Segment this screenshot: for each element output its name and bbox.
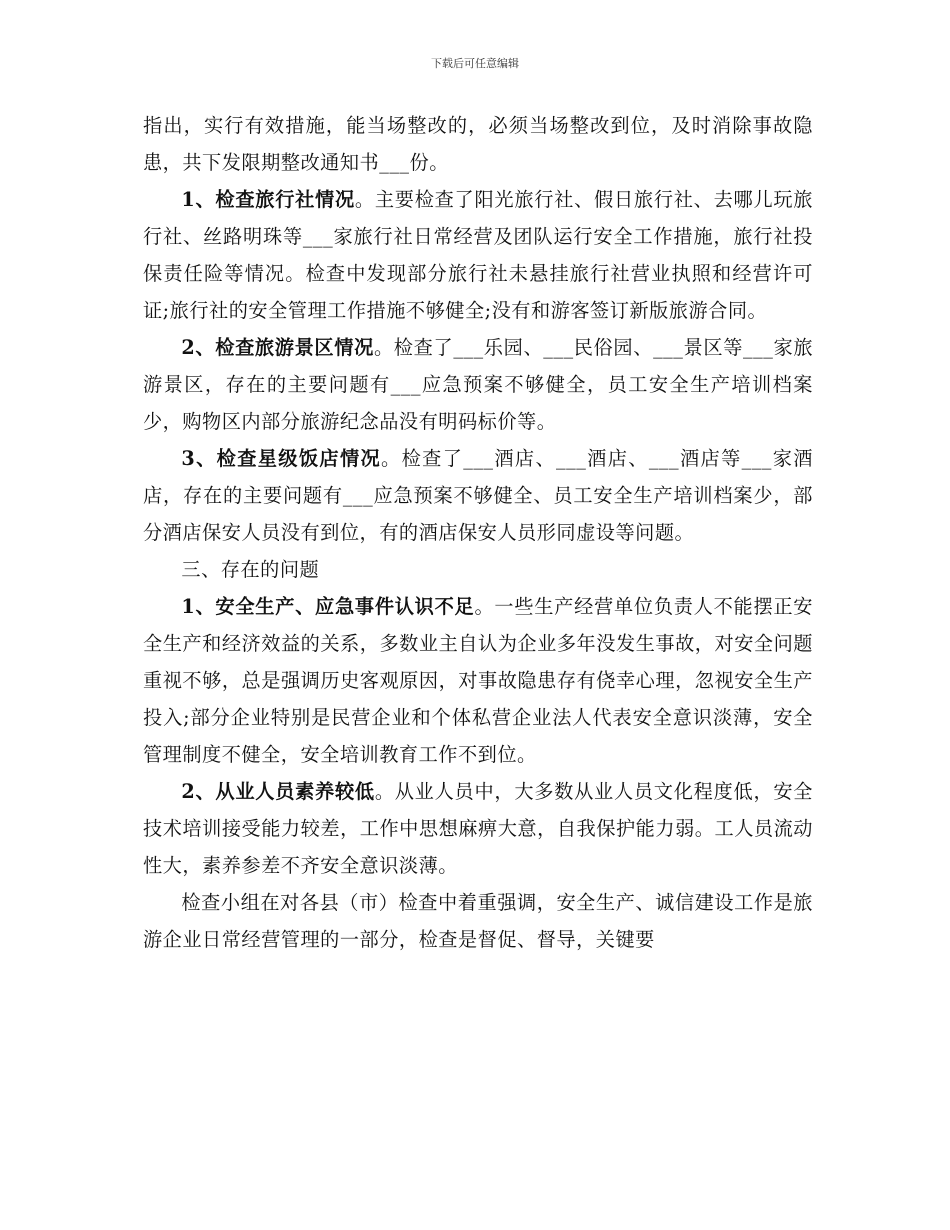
paragraph-awareness-issue <box>143 588 813 773</box>
paragraph-text: 。检查了___乐园、___民俗园、___景区等___家旅游景区，存在的主要问题有___应急预案不够健全，员工安全生产培训档案少，购物区内部分旅游纪念品没有明码标价等。 <box>143 336 814 433</box>
paragraph-lead: 1、安全生产、应急事件认识不足 <box>181 595 475 618</box>
paragraph-lead: 2、检查旅游景区情况 <box>181 336 374 359</box>
paragraph-staff-quality-issue <box>143 773 813 884</box>
section-heading-problems <box>143 551 813 588</box>
paragraph-lead: 3、检查星级饭店情况 <box>181 447 382 470</box>
paragraph-continuation <box>143 107 813 181</box>
paragraph-star-hotel-check <box>143 440 813 551</box>
page-header: 下载后可任意编辑 <box>431 57 519 70</box>
paragraph-travel-agency-check <box>143 181 813 329</box>
paragraph-text: 。从业人员中，大多数从业人员文化程度低，安全技术培训接受能力较差，工作中思想麻痹大意，自我保护能力弱。工人员流动性大，素养参差不齐安全意识淡薄。 <box>143 780 813 877</box>
paragraph-text: 检查小组在对各县（市）检查中着重强调，安全生产、诚信建设工作是旅游企业日常经营管理的一部分，检查是督促、督导，关键要 <box>143 891 813 951</box>
document-body <box>143 107 813 958</box>
paragraph-text: 。一些生产经营单位负责人不能摆正安全生产和经济效益的关系，多数业主自认为企业多年没发生事故，对安全问题重视不够，总是强调历史客观原因，对事故隐患存有侥幸心理，忽视安全生产投入;部分企业特别是民营企业和个体私营企业法人代表安全意识淡薄，安全管理制度不健全，安全培训教育工作不到位。 <box>143 595 813 766</box>
section-heading-text: 三、存在的问题 <box>181 558 320 581</box>
paragraph-inspection-emphasis <box>143 884 813 958</box>
paragraph-lead: 1、检查旅行社情况 <box>181 188 355 211</box>
paragraph-text: 。检查了___酒店、___酒店、___酒店等___家酒店，存在的主要问题有___应急预案不够健全、员工安全生产培训档案少，部分酒店保安人员没有到位，有的酒店保安人员形同虚设等问题。 <box>143 447 813 544</box>
paragraph-text: 。主要检查了阳光旅行社、假日旅行社、去哪儿玩旅行社、丝路明珠等___家旅行社日常经营及团队运行安全工作措施，旅行社投保责任险等情况。检查中发现部分旅行社未悬挂旅行社营业执照和经营许可证;旅行社的安全管理工作措施不够健全;没有和游客签订新版旅游合同。 <box>143 188 813 322</box>
paragraph-text: 指出，实行有效措施，能当场整改的，必须当场整改到位，及时消除事故隐患，共下发限期整改通知书___份。 <box>143 114 813 174</box>
paragraph-lead: 2、从业人员素养较低 <box>181 780 375 803</box>
paragraph-scenic-area-check <box>143 329 813 440</box>
